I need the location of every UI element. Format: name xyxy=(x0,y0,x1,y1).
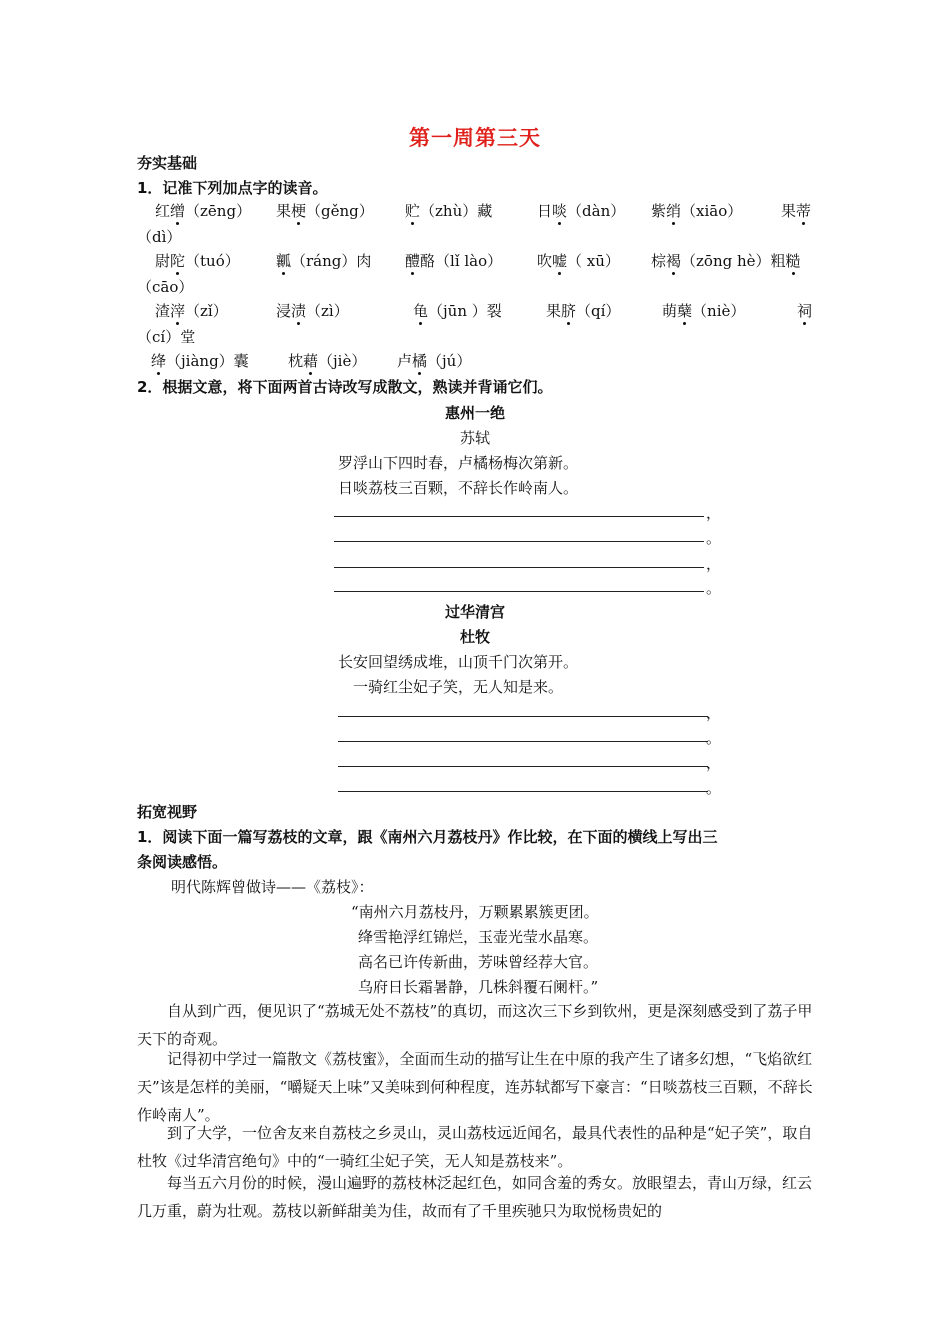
poem-title: 惠州一绝 xyxy=(444,404,505,422)
pinyin-item: 贮（zhù）藏 xyxy=(405,202,493,220)
question-3-cont: 条阅读感悟。 xyxy=(137,853,228,871)
answer-punct: ， xyxy=(706,754,722,772)
pinyin-wrap: （cāo） xyxy=(137,278,194,296)
poem-author: 苏轼 xyxy=(459,429,490,447)
article-paragraph: 到了大学，一位舍友来自荔枝之乡灵山，灵山荔枝远近闻名，最具代表性的品种是“妃子笑”，取自杜牧《过华清宫绝句》中的“一骑红尘妃子笑，无人知是荔枝来”。 xyxy=(137,1124,813,1170)
verse-line: 乌府日长霜暑静，几株斜覆石阑杆。” xyxy=(358,978,599,996)
pinyin-item: 果蒂 xyxy=(781,202,812,220)
answer-line[interactable] xyxy=(338,766,708,767)
poem-line: 长安回望绣成堆，山顶千门次第开。 xyxy=(338,653,579,671)
pinyin-item: 醴酪（lǐ lào） xyxy=(405,252,503,270)
poem-author: 杜牧 xyxy=(459,628,490,646)
answer-punct: 。 xyxy=(706,779,722,797)
pinyin-item: 祠 xyxy=(797,302,813,320)
pinyin-item: 龟（jūn ）裂 xyxy=(413,302,502,320)
question-1: 1．记准下列加点字的读音。 xyxy=(137,179,328,197)
pinyin-item: 果梗（gěng） xyxy=(276,202,374,220)
section-heading-foundation: 夯实基础 xyxy=(137,154,198,172)
pinyin-item: 渣滓（zǐ） xyxy=(155,302,228,320)
pinyin-item: 枕藉（jiè） xyxy=(288,352,367,370)
answer-line[interactable] xyxy=(334,541,704,542)
pinyin-item: 紫绡（xiāo） xyxy=(651,202,743,220)
answer-line[interactable] xyxy=(334,567,704,568)
pinyin-wrap: （dì） xyxy=(137,228,182,246)
pinyin-item: 吹嘘（ xū） xyxy=(537,252,620,270)
verse-line: 绛雪艳浮红锦烂，玉壶光莹水晶寒。 xyxy=(358,928,599,946)
answer-punct: 。 xyxy=(706,729,722,747)
pinyin-item: 果脐（qí） xyxy=(546,302,621,320)
pinyin-item: 日啖（dàn） xyxy=(537,202,626,220)
answer-punct: 。 xyxy=(706,529,722,547)
question-2: 2．根据文意，将下面两首古诗改写成散文，熟读并背诵它们。 xyxy=(137,378,553,396)
pinyin-item: 萌蘖（niè） xyxy=(662,302,746,320)
answer-line[interactable] xyxy=(338,716,708,717)
pinyin-item: 棕褐（zōng hè）粗糙 xyxy=(651,252,801,270)
answer-punct: ， xyxy=(706,555,722,573)
poem-line: 一骑红尘妃子笑，无人知是来。 xyxy=(353,678,564,696)
article-paragraph: 每当五六月份的时候，漫山遍野的荔枝林泛起红色，如同含羞的秀女。放眼望去，青山万绿，红云几万重，蔚为壮观。荔枝以新鲜甜美为佳，故而有了千里疾驰只为取悦杨贵妃的 xyxy=(137,1174,813,1220)
answer-line[interactable] xyxy=(338,741,708,742)
article-paragraph: 自从到广西，便见识了“荔城无处不荔枝”的真切，而这次三下乡到钦州，更是深刻感受到了荔子甲天下的奇观。 xyxy=(137,1002,813,1048)
answer-punct: 。 xyxy=(706,579,722,597)
question-3: 1．阅读下面一篇写荔枝的文章，跟《南州六月荔枝丹》作比较，在下面的横线上写出三 xyxy=(137,828,718,846)
pinyin-item: 绛（jiàng）囊 xyxy=(151,352,249,370)
answer-punct: ， xyxy=(706,504,722,522)
verse-line: 高名已许传新曲，芳味曾经荐大官。 xyxy=(358,953,599,971)
pinyin-wrap: （cí）堂 xyxy=(137,328,196,346)
pinyin-item: 瓤（ráng）肉 xyxy=(276,252,372,270)
poem-line: 罗浮山下四时春，卢橘杨梅次第新。 xyxy=(338,454,579,472)
answer-punct: ， xyxy=(706,704,722,722)
section-heading-broaden: 拓宽视野 xyxy=(137,803,198,821)
article-paragraph: 记得初中学过一篇散文《荔枝蜜》，全面而生动的描写让生在中原的我产生了诸多幻想，“飞焰欲红天”该是怎样的美丽，“嚼疑天上味”又美味到何种程度，连苏轼都写下豪言：“日啖荔枝三百颗，不辞长作岭南人”。 xyxy=(137,1050,813,1124)
pinyin-item: 卢橘（jú） xyxy=(397,352,472,370)
pinyin-item: 尉陀（tuó） xyxy=(155,252,240,270)
poem-line: 日啖荔枝三百颗，不辞长作岭南人。 xyxy=(338,479,579,497)
pinyin-item: 浸渍（zì） xyxy=(276,302,349,320)
poem-title: 过华清宫 xyxy=(444,603,505,621)
pinyin-item: 红缯（zēng） xyxy=(155,202,252,220)
answer-line[interactable] xyxy=(334,516,704,517)
intro-line: 明代陈辉曾做诗——《荔枝》： xyxy=(171,878,374,896)
verse-line: “南州六月荔枝丹，万颗累累簇更团。 xyxy=(351,903,599,921)
answer-line[interactable] xyxy=(338,791,708,792)
page-title: 第一周第三天 xyxy=(409,126,541,150)
answer-line[interactable] xyxy=(334,591,704,592)
